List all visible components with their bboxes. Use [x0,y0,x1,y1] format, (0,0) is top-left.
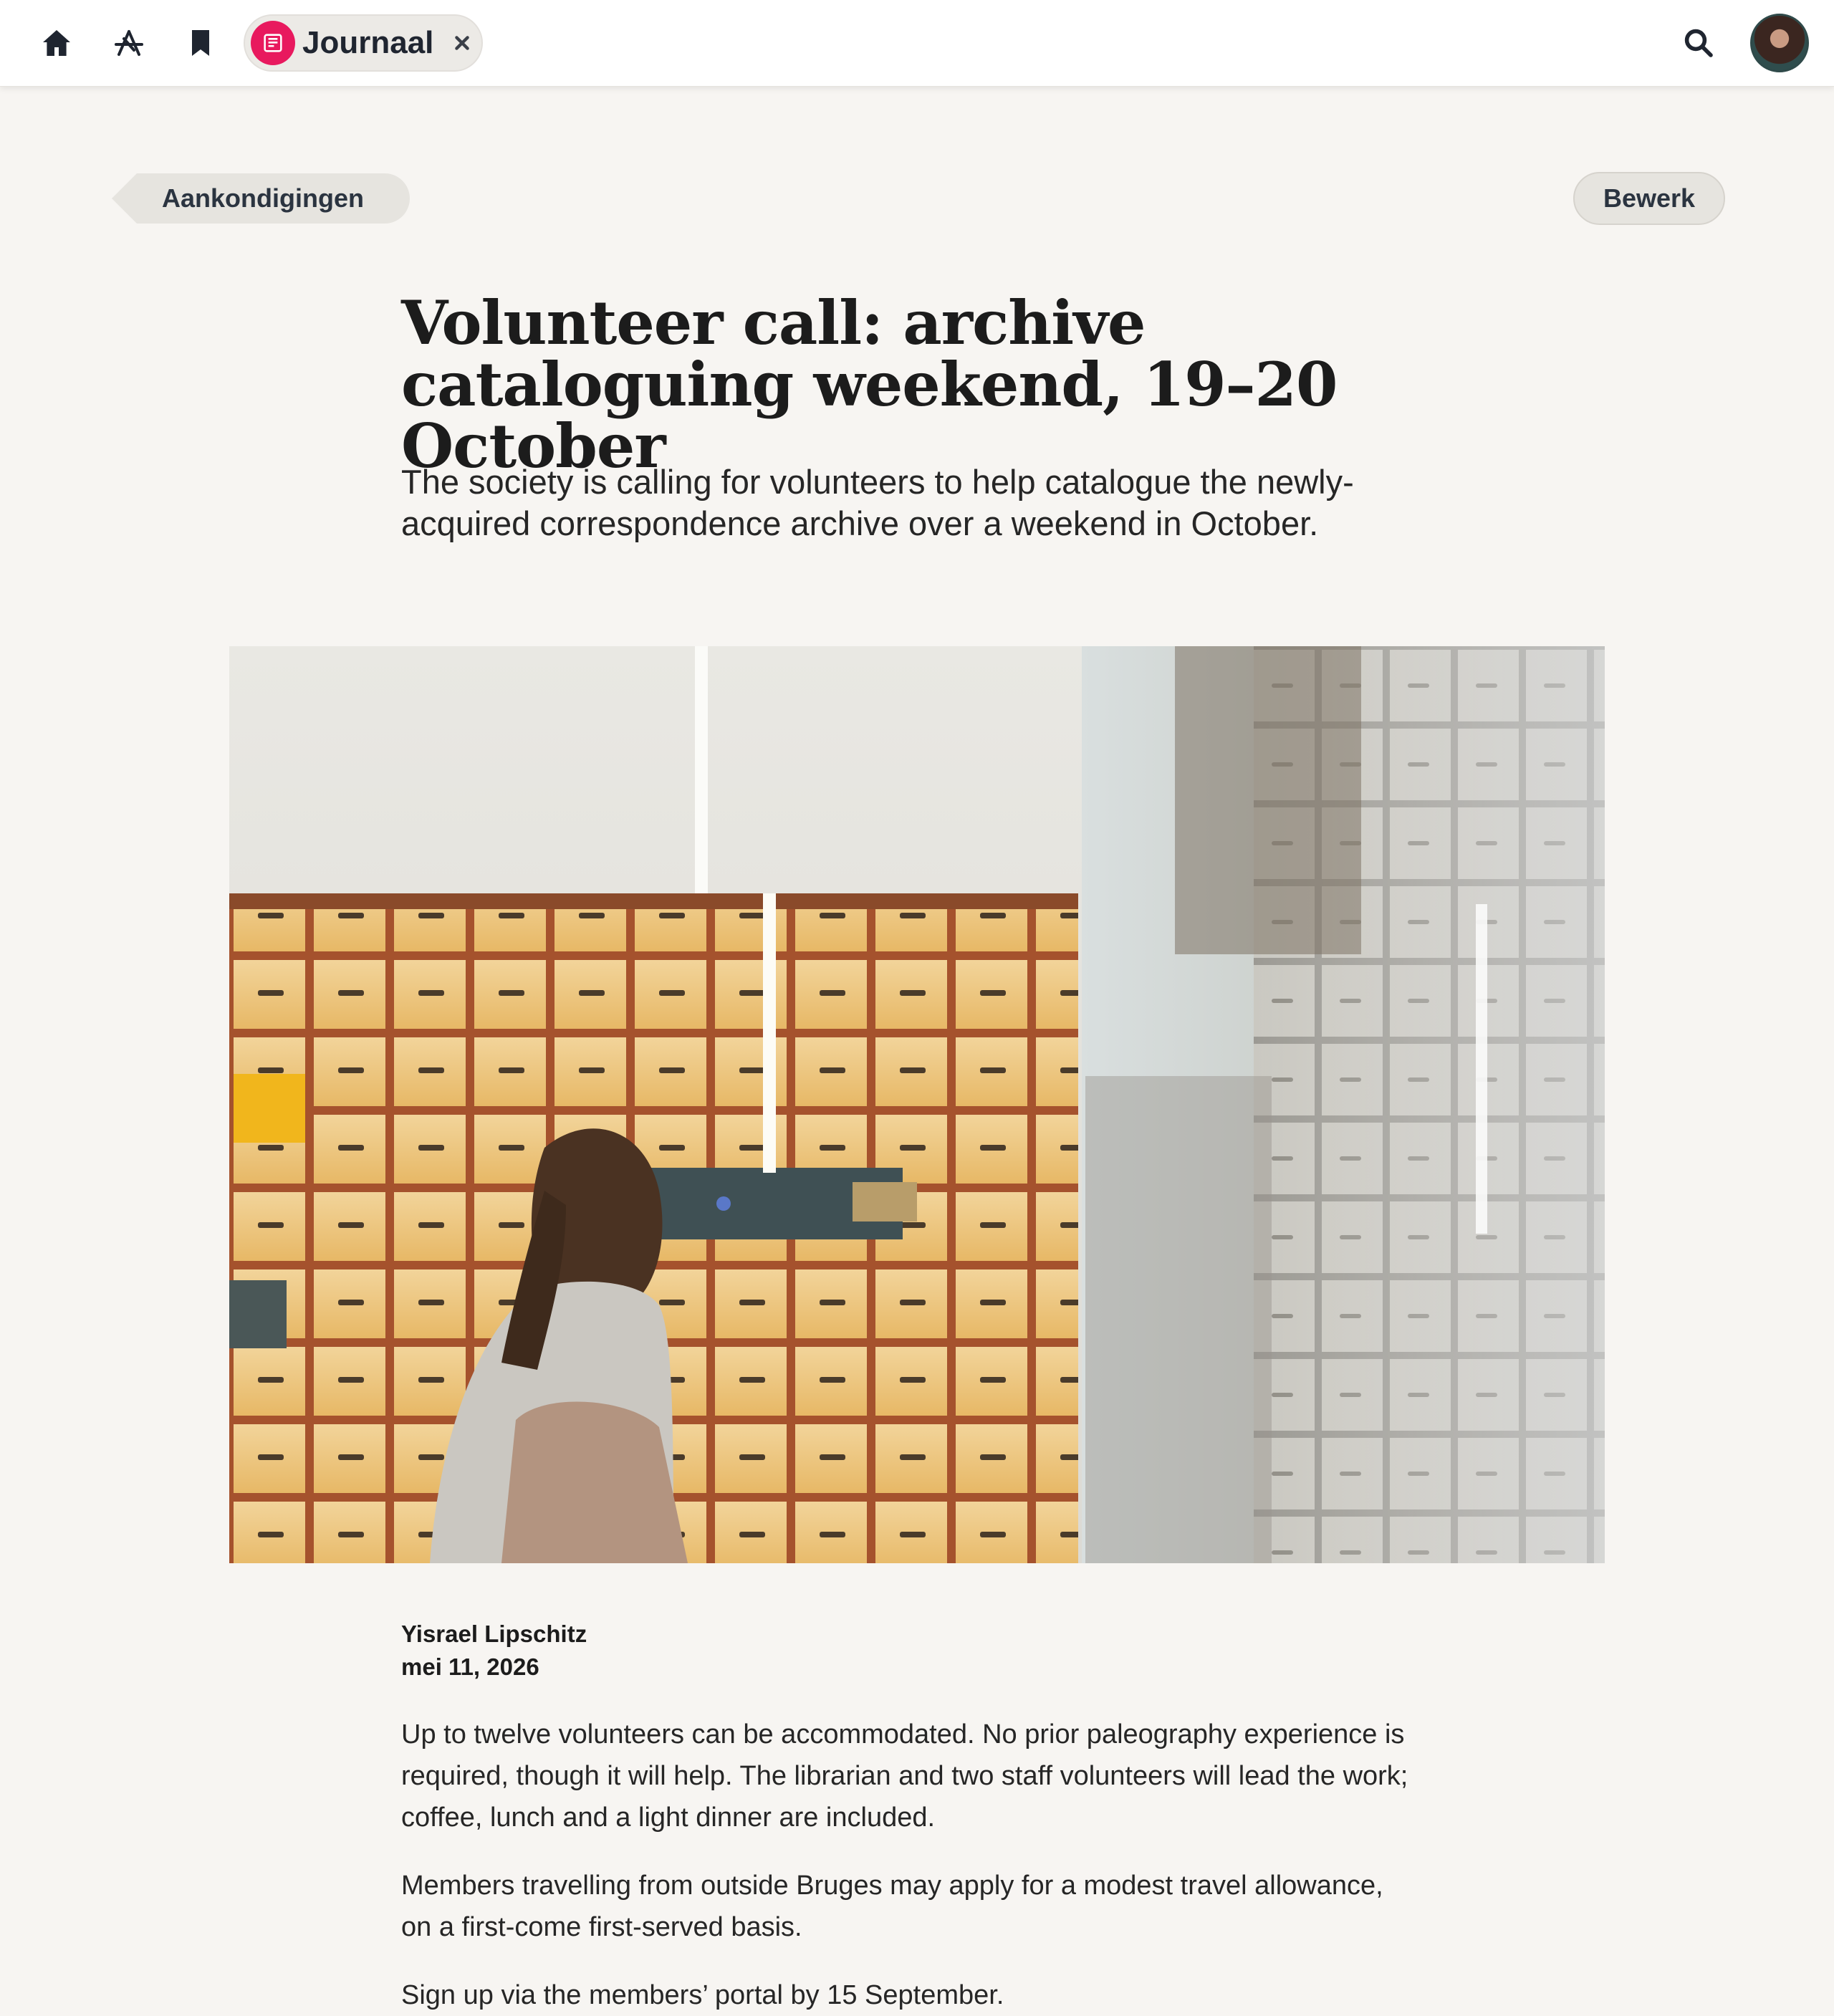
search-icon[interactable] [1677,21,1720,64]
home-icon[interactable] [35,21,78,64]
avatar[interactable] [1750,14,1809,72]
tab-label: Journaal [302,25,434,60]
article-paragraph: Members travelling from outside Bruges may apply for a modest travel allowance, on a first-come first-served basis. [401,1871,1383,1942]
tab-journaal[interactable] [244,14,483,72]
article-hero-image [229,646,1605,1563]
top-navigation-bar [0,0,1834,87]
edit-button[interactable]: Bewerk [1573,172,1725,225]
back-label: Aankondigingen [162,183,364,213]
article-lede: The society is calling for volunteers to help catalogue the newly-acquired correspondence archive over a weekend in October. [401,463,1354,542]
article-title: Volunteer call: archive cataloguing weekend, 19–20 October [401,287,1338,481]
bookmark-icon[interactable] [179,21,222,64]
article-date: mei 11, 2026 [401,1653,539,1680]
article-author: Yisrael Lipschitz [401,1621,587,1647]
close-icon[interactable] [449,30,475,56]
newspaper-icon [251,21,295,65]
article-paragraph: Sign up via the members’ portal by 15 September. [401,1980,1004,2010]
article-paragraph: Up to twelve volunteers can be accommodated. No prior paleography experience is required, though it will help. The librarian and two staff volunteers will lead the work; coffee, lunch and a light dinner are included. [401,1719,1408,1833]
apps-icon[interactable] [107,21,150,64]
back-to-aankondigingen-button[interactable] [112,173,410,224]
